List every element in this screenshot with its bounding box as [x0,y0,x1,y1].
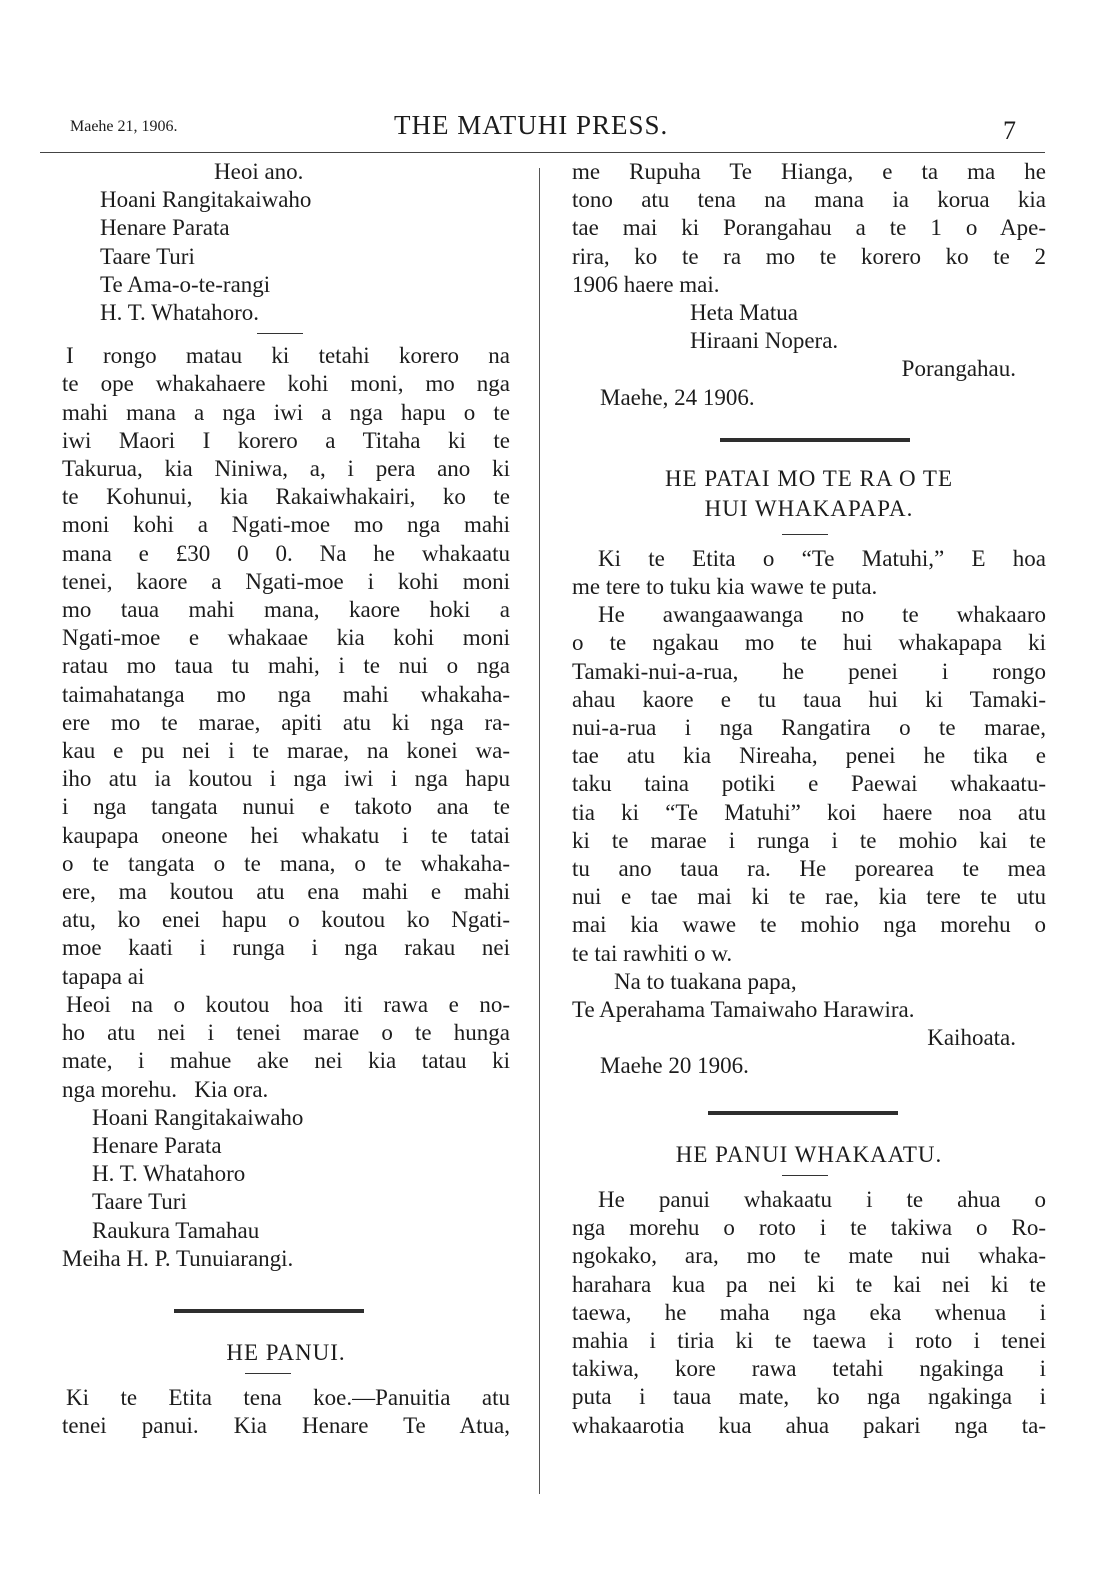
text-line: te Kohunui, kia Rakaiwhakairi, ko te [62,484,510,510]
signatory: Meiha H. P. Tunuiarangi. [62,1245,294,1271]
signatory: Henare Parata [100,215,230,241]
text-line: rira, ko te ra mo te korero ko te 2 [572,243,1046,269]
date-line: Maehe, 24 1906. [600,384,755,410]
text-line: tu ano taua ra. He porearea te mea [572,856,1046,882]
text-line: tia ki “Te Matuhi” koi haere noa atu [572,799,1046,825]
text-line: iho atu ia koutou i nga iwi i nga hapu [62,766,510,792]
text-line: nga morehu o roto i te takiwa o Ro- [572,1215,1046,1241]
page-number: 7 [1003,116,1016,145]
text-line: ratau mo taua tu mahi, i te nui o nga [62,653,510,679]
text-line: tapapa ai [62,963,145,989]
left-column [62,158,510,1441]
separator-rule [257,333,303,334]
place-line: Porangahau. [901,356,1016,382]
section-rule [720,438,910,442]
text-line: Tamaki-nui-a-rua, he penei i rongo [572,658,1046,684]
section-heading [572,464,1046,524]
signatory: Henare Parata [92,1132,222,1158]
text-line: He awangaawanga no te whakaaro [598,602,1046,628]
text-line: Ki te Etita tena koe.—Panuitia atu [66,1385,510,1411]
closing-line: Na to tuakana papa, [614,968,797,994]
heading-line: HUI WHAKAPAPA. [704,495,914,521]
text-line: me tere to tuku kia wawe te puta. [572,574,878,600]
text-line: nui e tae mai ki te rae, kia tere te utu [572,884,1046,910]
text-line: ngokako, ara, mo te mate nui whaka- [572,1243,1046,1269]
text-line: atu, ko enei hapu o koutou ko Ngati- [62,907,510,933]
signatory: Raukura Tamahau [92,1217,260,1243]
article-paragraph [62,342,510,991]
signatory-list [572,299,1046,355]
text-line: moe kaati i runga i nga rakau nei [62,935,510,961]
text-line: taewa, he maha nga eka whenua i [572,1299,1046,1325]
text-line: nga morehu. Kia ora. [62,1076,269,1102]
text-line: tenei, kaore a Ngati-moe i kohi moni [62,568,510,594]
author-line: Te Aperahama Tamaiwaho Harawira. [572,997,915,1023]
text-line: tae mai ki Porangahau a te 1 o Ape- [572,215,1046,241]
signatory: Hoani Rangitakaiwaho [100,187,312,213]
right-column [572,158,1046,1440]
text-line: kaupapa oneone hei whakatu i te tatai [62,822,510,848]
text-line: nui-a-rua i nga Rangatira o te marae, [572,715,1046,741]
text-line: te tai rawhiti o w. [572,940,733,966]
text-line: 1906 haere mai. [572,271,720,297]
signatory: Te Ama-o-te-rangi [100,271,271,297]
text-line: ahau kaore e tu taua hui ki Tamaki- [572,686,1046,712]
panui-paragraph [572,1186,1046,1440]
signatory-list [62,1104,510,1245]
issue-date: Maehe 21, 1906. [70,118,178,135]
text-line: ere, ma koutou atu ena mahi e mahi [62,879,510,905]
signatory: Taare Turi [100,243,195,269]
letter-paragraph [572,545,1046,968]
closing-line: Heoi ano. [214,159,304,184]
masthead-title: THE MATUHI PRESS. [394,110,669,140]
signatory: Heta Matua [690,300,798,326]
text-line: o te tangata o te mana, o te whakaha- [62,850,510,876]
heading-line: HE PATAI MO TE RA O TE [664,465,954,491]
signatory: Taare Turi [92,1189,187,1215]
section-heading: HE PANUI. [226,1339,346,1365]
signatory: H. T. Whatahoro. [100,300,260,326]
text-line: mo taua mahi mana, kaore hoki a [62,597,510,623]
text-line: mai kia wawe te mohio nga morehu o [572,912,1046,938]
text-line: o te ngakau mo te hui whakapapa ki [572,630,1046,656]
text-line: ho atu nei i tenei marae o te hunga [62,1020,510,1046]
separator-rule [245,1373,291,1374]
text-line: puta i taua mate, ko nga ngakinga i [572,1384,1046,1410]
text-line: ki te marae i runga i te mohio kai te [572,827,1046,853]
place-line: Kaihoata. [927,1025,1016,1051]
text-line: I rongo matau ki tetahi korero na [66,343,510,369]
text-line: tono atu tena na mana ia korua kia [572,187,1046,213]
text-line: Takurua, kia Niniwa, a, i pera ano ki [62,456,510,482]
text-line: taimahatanga mo nga mahi whakaha- [62,681,510,707]
section-rule [708,1111,898,1115]
text-line: ere mo te marae, apiti atu ki nga ra- [62,709,510,735]
text-line: mana e £30 0 0. Na he whakaatu [62,540,510,566]
section-rule [174,1309,364,1313]
text-line: Heoi na o koutou hoa iti rawa e no- [66,991,510,1017]
signatory: Hiraani Nopera. [690,328,839,354]
text-line: te ope whakahaere kohi moni, mo nga [62,371,510,397]
text-line: taku taina potiki e Paewai whakaatu- [572,771,1046,797]
section-heading: HE PANUI WHAKAATU. [675,1141,943,1167]
separator-rule [782,1175,828,1176]
signatory: Hoani Rangitakaiwaho [92,1104,304,1130]
text-line: harahara kua pa nei ki te kai nei ki te [572,1271,1046,1297]
text-line: mahia i tiria ki te taewa i roto i tenei [572,1327,1046,1353]
signatory-list [62,186,510,327]
column-divider [539,168,540,1494]
notice-continuation [572,158,1046,299]
closing-paragraph [62,991,510,1104]
text-line: Ki te Etita o “Te Matuhi,” E hoa [598,545,1046,571]
text-line: tenei panui. Kia Henare Te Atua, [62,1413,510,1439]
text-line: i nga tangata nunui e takoto ana te [62,794,510,820]
notice-paragraph [62,1384,510,1440]
signatory: H. T. Whatahoro [92,1161,246,1187]
text-line: takiwa, kore rawa tetahi ngakinga i [572,1356,1046,1382]
separator-rule [782,534,828,535]
text-line: mate, i mahue ake nei kia tatau ki [62,1048,510,1074]
text-line: tae atu kia Nireaha, penei he tika e [572,743,1046,769]
text-line: moni kohi a Ngati-moe mo nga mahi [62,512,510,538]
text-line: kau e pu nei i te marae, na konei wa- [62,738,510,764]
text-line: whakaarotia kua ahua pakari nga ta- [572,1412,1046,1438]
text-line: iwi Maori I korero a Titaha ki te [62,427,510,453]
text-line: He panui whakaatu i te ahua o [598,1186,1046,1212]
text-line: me Rupuha Te Hianga, e ta ma he [572,159,1046,184]
text-line: mahi mana a nga iwi a nga hapu o te [62,399,510,425]
header-rule [40,152,1045,153]
date-line: Maehe 20 1906. [600,1053,749,1079]
text-line: Ngati-moe e whakaae kia kohi moni [62,625,510,651]
